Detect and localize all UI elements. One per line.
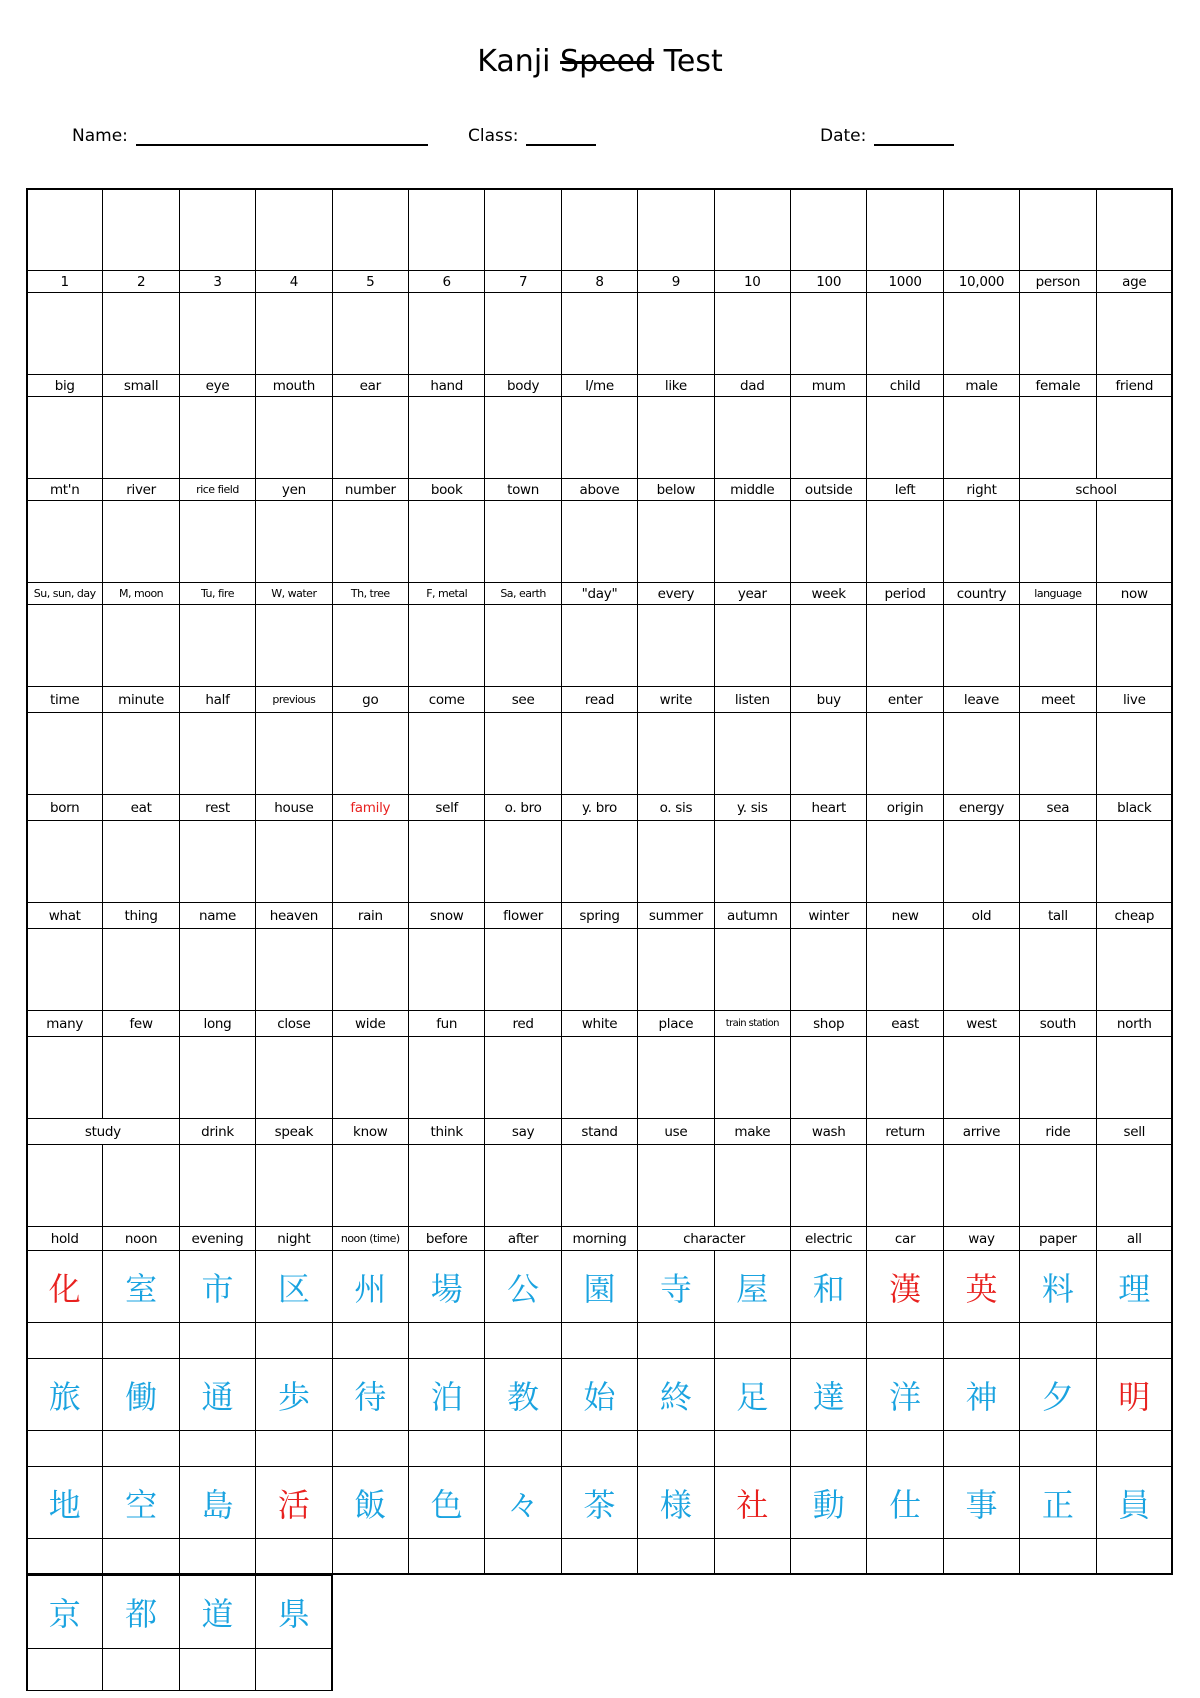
word-label: like	[664, 377, 687, 394]
kanji-character: 通	[201, 1377, 234, 1416]
word-label: close	[277, 1015, 311, 1032]
kanji-character: 英	[965, 1269, 998, 1308]
word-label: country	[956, 585, 1007, 602]
word-label: 8	[595, 273, 604, 290]
word-label: thing	[124, 907, 158, 924]
word-label: every	[657, 585, 695, 602]
kanji-character: 園	[583, 1269, 616, 1308]
word-label: morning	[572, 1230, 627, 1247]
word-label: night	[277, 1230, 311, 1247]
word-label: "day"	[581, 585, 618, 602]
word-label: meet	[1040, 691, 1075, 708]
word-label: ride	[1045, 1123, 1071, 1140]
word-label: place	[658, 1015, 694, 1032]
word-label: ear	[359, 377, 381, 394]
word-label: use	[664, 1123, 688, 1140]
word-label: mum	[811, 377, 846, 394]
word-label: left	[894, 481, 916, 498]
word-label: fun	[436, 1015, 458, 1032]
word-label: 10	[743, 273, 761, 290]
word-label: say	[511, 1123, 535, 1140]
word-label: body	[506, 377, 540, 394]
word-label: half	[205, 691, 230, 708]
word-label: before	[425, 1230, 468, 1247]
kanji-character: 教	[507, 1377, 540, 1416]
title-word-kanji: Kanji	[477, 44, 551, 79]
kanji-character: 屋	[736, 1269, 769, 1308]
word-label: buy	[816, 691, 841, 708]
word-label: summer	[648, 907, 703, 924]
word-label: self	[435, 799, 459, 816]
word-label: arrive	[962, 1123, 1001, 1140]
word-label: 4	[289, 273, 299, 290]
word-label: 2	[136, 273, 146, 290]
kanji-character: 様	[659, 1485, 692, 1524]
word-label: flower	[503, 907, 544, 924]
kanji-character: 理	[1118, 1269, 1151, 1308]
kanji-character: 旅	[48, 1377, 81, 1416]
word-label: above	[579, 481, 620, 498]
word-label: know	[353, 1123, 388, 1140]
word-label: all	[1126, 1230, 1142, 1247]
date-label: Date:	[820, 126, 867, 146]
word-label: after	[507, 1230, 539, 1247]
word-label: middle	[730, 481, 775, 498]
word-label: stand	[581, 1123, 618, 1140]
kanji-character: 和	[812, 1269, 845, 1308]
word-label: white	[581, 1015, 618, 1032]
kanji-character: 正	[1041, 1485, 1074, 1524]
word-label: name	[198, 907, 237, 924]
word-label: mt'n	[49, 481, 80, 498]
word-label: make	[734, 1123, 771, 1140]
word-label: 7	[518, 273, 528, 290]
word-label: hand	[430, 377, 464, 394]
word-label: leave	[963, 691, 1000, 708]
word-label: 6	[442, 273, 451, 290]
word-label: snow	[429, 907, 464, 924]
word-label: friend	[1115, 377, 1154, 394]
word-label: 3	[213, 273, 222, 290]
kanji-character: 市	[201, 1269, 234, 1308]
word-label: rain	[357, 907, 383, 924]
word-label: heart	[811, 799, 846, 816]
word-label: autumn	[726, 907, 778, 924]
kanji-character: 待	[354, 1377, 387, 1416]
title-word-speed-struck: Speed	[560, 44, 655, 79]
kanji-character: 夕	[1041, 1377, 1074, 1416]
kanji-character: 員	[1118, 1485, 1151, 1524]
date-field	[820, 126, 954, 146]
word-label: age	[1122, 273, 1147, 290]
kanji-character: 区	[277, 1269, 310, 1308]
word-label: Th, tree	[350, 587, 390, 600]
word-label: wash	[811, 1123, 846, 1140]
kanji-character: 漢	[889, 1269, 922, 1308]
word-label: noon (time)	[340, 1232, 400, 1245]
word-label: live	[1122, 691, 1146, 708]
word-label: heaven	[269, 907, 318, 924]
word-label: energy	[958, 799, 1005, 816]
word-label: study	[84, 1123, 121, 1140]
kanji-character: 空	[125, 1485, 158, 1524]
word-label: come	[428, 691, 465, 708]
word-label: enter	[887, 691, 923, 708]
word-label: week	[811, 585, 846, 602]
word-label: new	[891, 907, 919, 924]
word-label: noon	[124, 1230, 158, 1247]
word-label: yen	[281, 481, 306, 498]
word-label: train station	[725, 1018, 779, 1029]
word-label: evening	[191, 1230, 244, 1247]
word-label: go	[362, 691, 379, 708]
word-label: old	[971, 907, 992, 924]
word-label: family	[350, 799, 391, 816]
kanji-character: 飯	[354, 1485, 387, 1524]
class-blank-line[interactable]	[526, 144, 596, 146]
word-label: north	[1116, 1015, 1152, 1032]
kanji-character: 明	[1118, 1377, 1151, 1416]
name-blank-line[interactable]	[136, 144, 428, 146]
kanji-character: 社	[736, 1485, 769, 1524]
word-label: read	[584, 691, 615, 708]
word-label: write	[659, 691, 693, 708]
kanji-character: 始	[583, 1377, 616, 1416]
word-label: black	[1117, 799, 1152, 816]
word-label: sell	[1123, 1123, 1146, 1140]
word-label: cheap	[1114, 907, 1155, 924]
word-label: now	[1120, 585, 1148, 602]
kanji-character: 泊	[430, 1377, 463, 1416]
kanji-character: 京	[48, 1594, 81, 1633]
kanji-character: 動	[812, 1485, 845, 1524]
kanji-character: 地	[48, 1485, 81, 1524]
word-label: rice field	[196, 483, 239, 496]
name-label: Name:	[72, 126, 128, 146]
word-label: what	[48, 907, 81, 924]
word-label: child	[889, 377, 921, 394]
word-label: M, moon	[119, 587, 164, 600]
kanji-character: 茶	[583, 1485, 616, 1524]
word-label: y. sis	[736, 799, 768, 816]
word-label: eat	[130, 799, 152, 816]
word-label: speak	[274, 1123, 314, 1140]
word-label: Su, sun, day	[33, 587, 96, 600]
word-label: y. bro	[582, 799, 617, 816]
kanji-character: 歩	[277, 1377, 310, 1416]
word-label: Tu, fire	[200, 587, 234, 600]
kanji-character: 終	[659, 1377, 692, 1416]
word-label: 10,000	[958, 273, 1005, 290]
word-label: number	[344, 481, 396, 498]
kanji-character: 寺	[659, 1269, 692, 1308]
kanji-character: 々	[507, 1485, 540, 1524]
kanji-character: 化	[48, 1269, 81, 1308]
word-label: previous	[272, 693, 316, 706]
kanji-character: 事	[965, 1485, 998, 1524]
kanji-character: 神	[965, 1377, 998, 1416]
kanji-character: 都	[125, 1594, 158, 1633]
kanji-character: 色	[430, 1485, 463, 1524]
word-label: 100	[816, 273, 842, 290]
word-label: language	[1034, 587, 1082, 600]
word-label: female	[1035, 377, 1081, 394]
word-label: character	[683, 1230, 746, 1247]
word-label: 5	[366, 273, 375, 290]
word-label: way	[968, 1230, 995, 1247]
word-label: 1	[60, 273, 69, 290]
word-label: winter	[808, 907, 850, 924]
word-label: below	[656, 481, 696, 498]
word-label: see	[511, 691, 535, 708]
word-label: born	[49, 799, 80, 816]
word-label: small	[123, 377, 159, 394]
kanji-character: 道	[201, 1594, 234, 1633]
word-label: south	[1039, 1015, 1076, 1032]
kanji-character: 足	[736, 1377, 769, 1416]
word-label: town	[507, 481, 540, 498]
word-label: F, metal	[426, 587, 468, 600]
word-label: car	[894, 1230, 916, 1247]
kanji-character: 活	[277, 1485, 310, 1524]
word-label: many	[46, 1015, 84, 1032]
last-row-border	[26, 1574, 333, 1690]
word-label: minute	[118, 691, 164, 708]
title-word-test: Test	[663, 44, 723, 79]
word-label: paper	[1038, 1230, 1077, 1247]
kanji-character: 場	[430, 1269, 463, 1308]
word-label: west	[966, 1015, 997, 1032]
word-label: river	[126, 481, 156, 498]
kanji-character: 料	[1041, 1269, 1074, 1308]
word-label: male	[965, 377, 998, 394]
word-label: spring	[579, 907, 620, 924]
grid-outer-border	[26, 188, 1173, 1575]
kanji-character: 県	[277, 1594, 310, 1633]
kanji-character: 達	[812, 1377, 845, 1416]
word-label: east	[891, 1015, 919, 1032]
kanji-character: 働	[125, 1377, 158, 1416]
word-label: few	[129, 1015, 153, 1032]
word-label: eye	[205, 377, 230, 394]
class-field	[468, 126, 596, 146]
word-label: W, water	[271, 587, 317, 600]
kanji-character: 公	[507, 1269, 540, 1308]
word-label: outside	[804, 481, 853, 498]
class-label: Class:	[468, 126, 519, 146]
word-label: return	[885, 1123, 925, 1140]
word-label: hold	[50, 1230, 79, 1247]
word-label: dad	[740, 377, 765, 394]
word-label: big	[54, 377, 75, 394]
word-label: wide	[355, 1015, 386, 1032]
word-label: red	[512, 1015, 534, 1032]
page-title	[0, 44, 1200, 79]
word-label: person	[1035, 273, 1081, 290]
name-field	[72, 126, 428, 146]
word-label: shop	[813, 1015, 845, 1032]
word-label: 9	[671, 273, 681, 290]
word-label: mouth	[272, 377, 316, 394]
word-label: year	[737, 585, 767, 602]
kanji-character: 室	[125, 1269, 158, 1308]
word-label: book	[430, 481, 463, 498]
word-label: origin	[886, 799, 924, 816]
word-label: electric	[804, 1230, 853, 1247]
word-label: school	[1075, 481, 1117, 498]
word-label: Sa, earth	[500, 587, 546, 600]
word-label: period	[884, 585, 926, 602]
kanji-character: 島	[201, 1485, 234, 1524]
word-label: 1000	[888, 273, 922, 290]
word-label: think	[430, 1123, 463, 1140]
word-label: o. bro	[504, 799, 542, 816]
word-label: sea	[1046, 799, 1070, 816]
word-label: tall	[1047, 907, 1068, 924]
kanji-character: 州	[354, 1269, 387, 1308]
word-label: long	[203, 1015, 232, 1032]
word-label: house	[274, 799, 314, 816]
kanji-character: 洋	[889, 1377, 922, 1416]
word-label: right	[966, 481, 997, 498]
word-label: rest	[205, 799, 230, 816]
word-label: o. sis	[659, 799, 693, 816]
word-label: drink	[201, 1123, 234, 1140]
date-blank-line[interactable]	[874, 144, 954, 146]
word-label: listen	[734, 691, 770, 708]
word-label: time	[50, 691, 80, 708]
word-label: I/me	[585, 377, 614, 394]
kanji-character: 仕	[889, 1485, 922, 1524]
